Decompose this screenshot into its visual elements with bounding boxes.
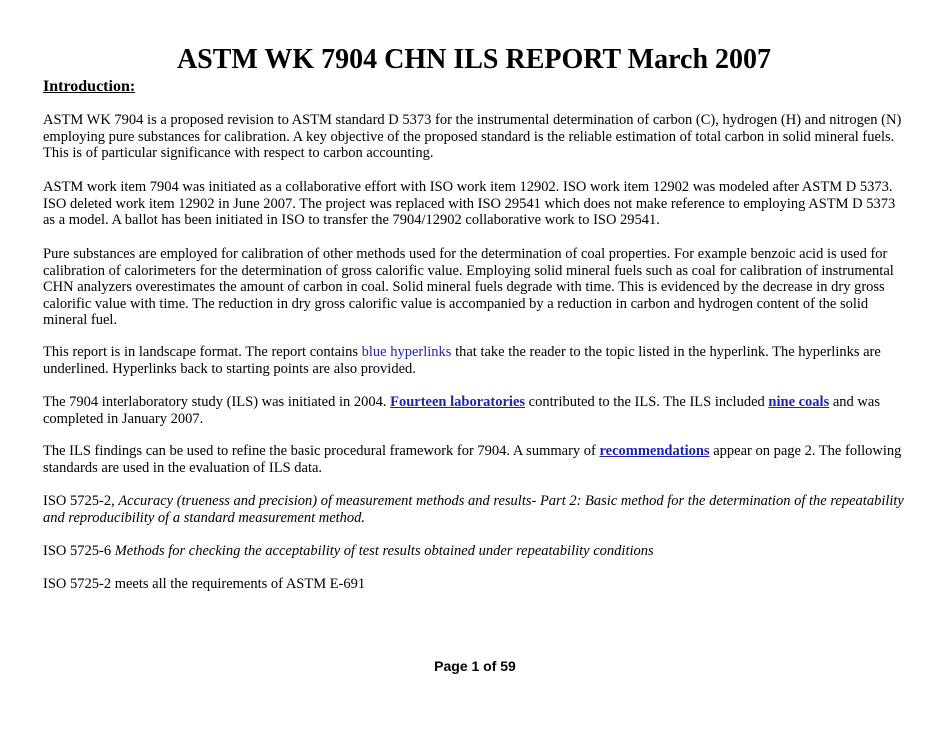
- standard-title: Accuracy (trueness and precision) of measurement methods and results- Part 2: Basic method for the determination of the repeatability and reproducibility of a standard measurement method.: [43, 493, 904, 526]
- page-number-footer: Page 1 of 59: [434, 658, 516, 674]
- text-segment: appear on page 2. The following standards are used in the evaluation of ILS data.: [43, 443, 902, 476]
- recommendations-link[interactable]: recommendations: [599, 443, 710, 459]
- page-title: ASTM WK 7904 CHN ILS REPORT March 2007: [176, 44, 772, 75]
- nine-coals-link[interactable]: nine coals: [768, 394, 830, 410]
- paragraph-ils: [43, 394, 905, 427]
- text-segment: contributed to the ILS. The ILS included: [525, 394, 769, 410]
- paragraph-ils-findings: [43, 443, 905, 476]
- standard-code: ISO 5725-2,: [43, 493, 119, 509]
- standard-code: ISO 5725-6: [43, 543, 115, 559]
- paragraph-landscape-format: [43, 344, 905, 377]
- paragraph-astm-e691: ISO 5725-2 meets all the requirements of ASTM E-691: [43, 576, 366, 592]
- blue-hyperlinks-text: blue hyperlinks: [361, 344, 452, 360]
- text-segment: This report is in landscape format. The report contains: [43, 344, 362, 360]
- text-segment: The ILS findings can be used to refine the basic procedural framework for 7904. A summary of: [43, 443, 600, 459]
- paragraph-iso-5725-2: [43, 493, 905, 526]
- standard-title: Methods for checking the acceptability of test results obtained under repeatability conditions: [114, 543, 654, 559]
- paragraph-iso-5725-6: [43, 543, 905, 560]
- paragraph-proposal: ASTM WK 7904 is a proposed revision to ASTM standard D 5373 for the instrumental determination of carbon (C), hydrogen (H) and nitrogen (N) employing pure substances for calibration. A key objective of the proposed standard is the reliable estimation of total carbon in solid mineral fuels. This is of particular significance with respect to carbon accounting.: [43, 112, 902, 162]
- fourteen-laboratories-link[interactable]: Fourteen laboratories: [390, 394, 526, 410]
- paragraph-pure-substances: Pure substances are employed for calibration of other methods used for the determination of coal properties. For example benzoic acid is used for calibration of calorimeters for the determination of gross calorific value. Employing solid mineral fuels such as coal for calibration of instrumental CHN analyzers overestimates the amount of carbon in coal. Solid mineral fuels degrade with time. This is evidenced by the decrease in dry gross calorific value with time. The reduction in dry gross calorific value is accompanied by a reduction in carbon and hydrogen content of the solid mineral fuel.: [43, 246, 894, 329]
- text-segment: The 7904 interlaboratory study (ILS) was initiated in 2004.: [43, 394, 391, 410]
- introduction-heading: Introduction:: [43, 78, 136, 95]
- paragraph-work-item: ASTM work item 7904 was initiated as a collaborative effort with ISO work item 12902. ISO work item 12902 was modeled after ASTM D 5373. ISO deleted work item 12902 in June 2007. The project was replaced with ISO 29541 which does not make reference to employing ASTM D 5373 as a model. A ballot has been initiated in ISO to transfer the 7904/12902 collaborative work to ISO 29541.: [43, 179, 896, 229]
- text-segment: that take the reader to the topic listed in the hyperlink. The hyperlinks are underlined. Hyperlinks back to starting points are also provided.: [43, 344, 881, 377]
- text-segment: and was completed in January 2007.: [43, 394, 880, 427]
